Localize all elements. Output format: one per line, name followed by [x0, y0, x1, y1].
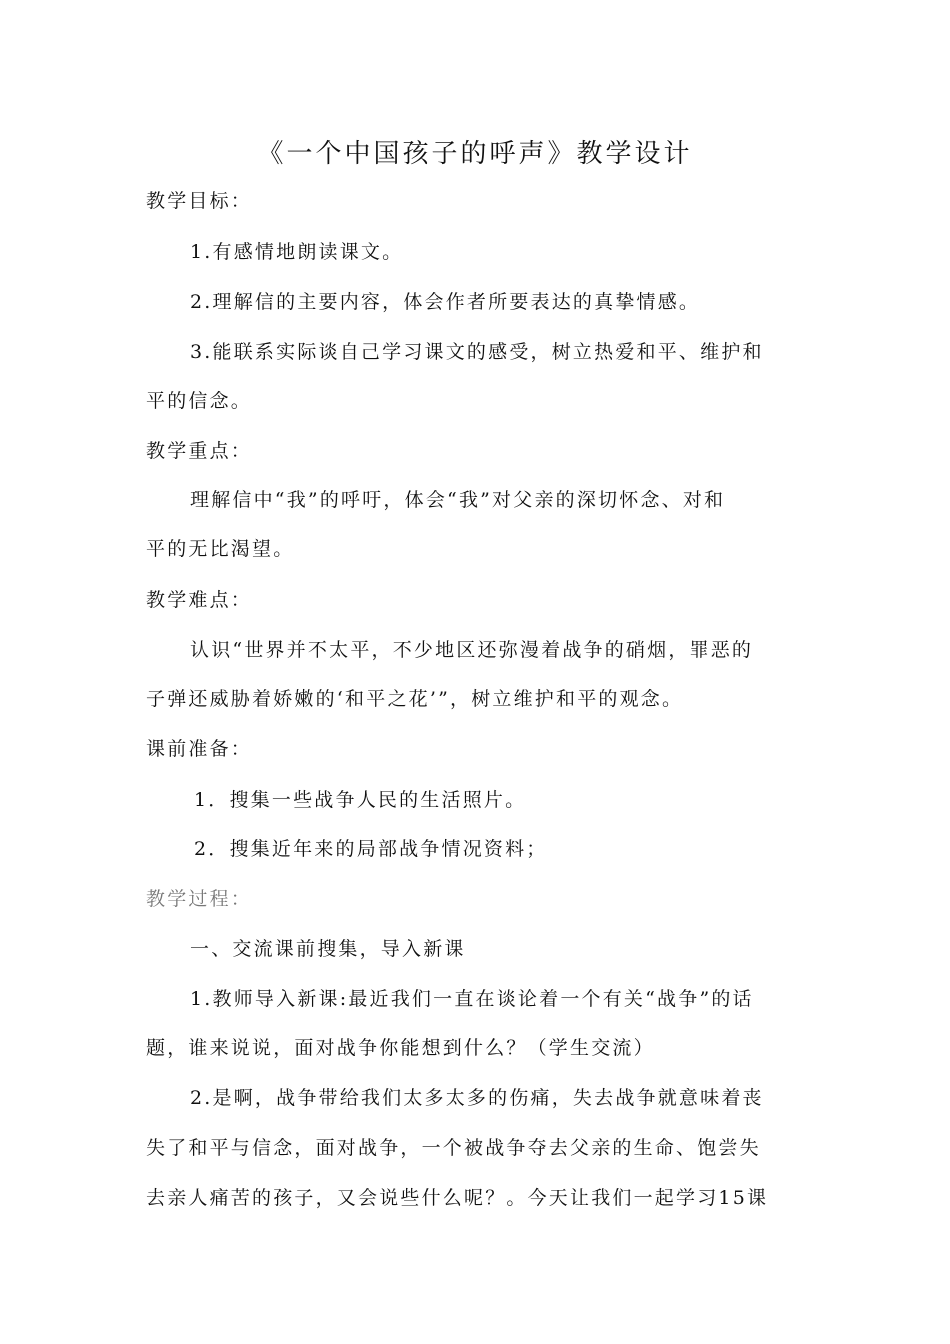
process-paragraph-2-line-3: 去亲人痛苦的孩子，又会说些什么呢？。今天让我们一起学习15课: [146, 1187, 769, 1209]
document-title: 《一个中国孩子的呼声》教学设计: [257, 139, 693, 169]
difficulty-text: 认识“世界并不太平，不少地区还弥漫着战争的硝烟，罪恶的: [190, 639, 754, 661]
key-point-text: 理解信中“我”的呼吁，体会“我”对父亲的深切怀念、对和: [190, 489, 726, 511]
section-heading-process: 教学过程：: [146, 888, 253, 910]
objective-3: 3.能联系实际谈自己学习课文的感受，树立热爱和平、维护和: [190, 341, 764, 363]
objective-2: 2.理解信的主要内容，体会作者所要表达的真挚情感。: [190, 291, 701, 313]
process-paragraph-2-line-2: 失了和平与信念，面对战争，一个被战争夺去父亲的生命、饱尝失: [146, 1137, 761, 1159]
process-paragraph-1-continued: 题，谁来说说，面对战争你能想到什么？（学生交流）: [146, 1037, 655, 1059]
difficulty-text-continued: 子弹还威胁着娇嫩的‘和平之花’”，树立维护和平的观念。: [146, 688, 684, 710]
preparation-item-1: 1．搜集一些战争人民的生活照片。: [194, 789, 527, 811]
process-paragraph-2: 2.是啊，战争带给我们太多太多的伤痛，失去战争就意味着丧: [190, 1087, 764, 1109]
section-heading-preparation: 课前准备：: [146, 738, 253, 760]
objective-1: 1.有感情地朗读课文。: [190, 241, 404, 263]
section-heading-objectives: 教学目标：: [146, 190, 253, 212]
section-heading-key-points: 教学重点：: [146, 440, 253, 462]
preparation-item-2: 2．搜集近年来的局部战争情况资料；: [194, 838, 548, 860]
section-heading-difficulties: 教学难点：: [146, 589, 253, 611]
process-paragraph-1: 1.教师导入新课:最近我们一直在谈论着一个有关“战争”的话: [190, 988, 754, 1010]
key-point-text-continued: 平的无比渴望。: [146, 538, 295, 560]
process-step-heading: 一、交流课前搜集，导入新课: [190, 938, 466, 960]
objective-3-continued: 平的信念。: [146, 390, 253, 412]
